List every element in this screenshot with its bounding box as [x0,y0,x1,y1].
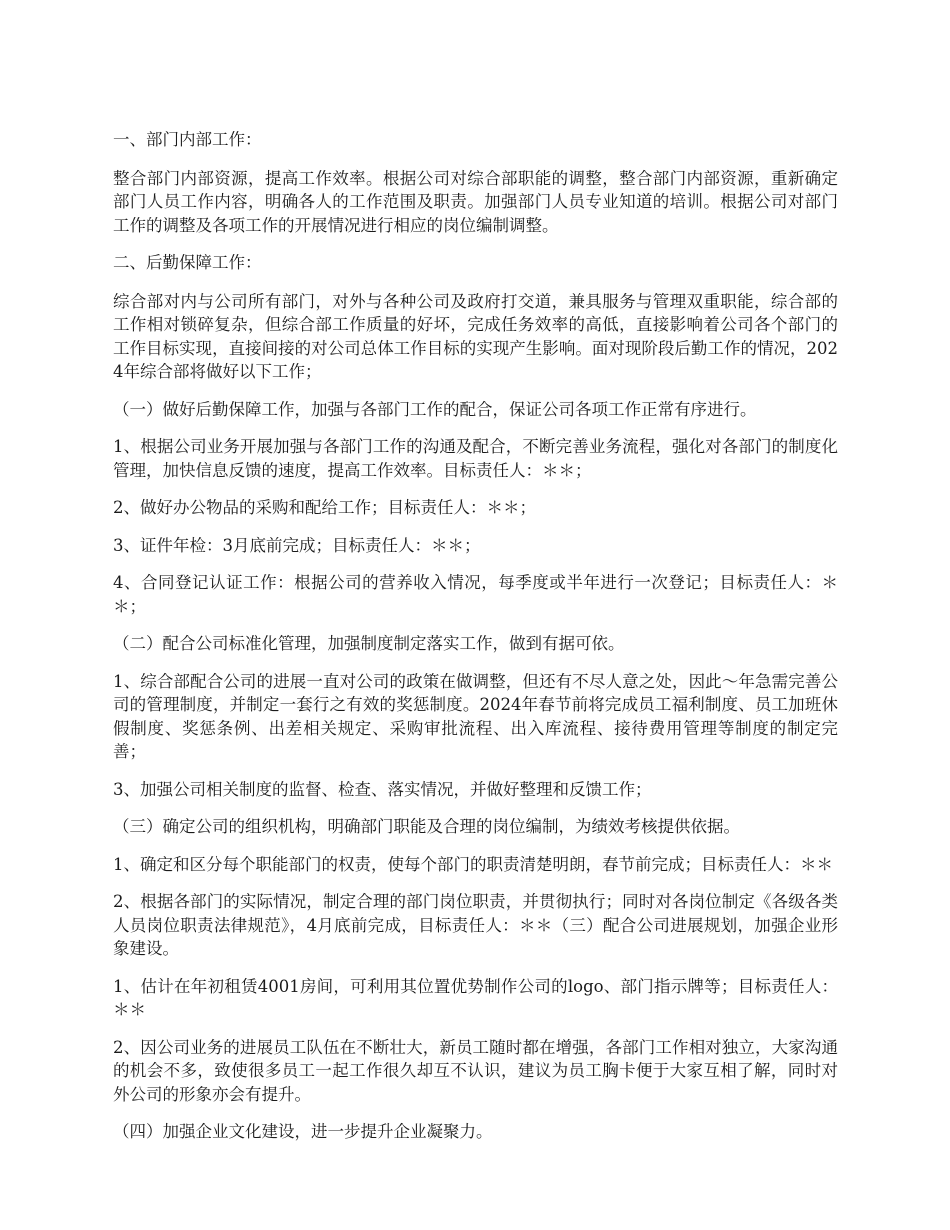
section-heading-logistics: 二、后勤保障工作： [113,253,262,272]
subheading-corporate-culture: （四）加强企业文化建设，进一步提升企业凝聚力。 [113,1122,493,1141]
list-item: 4、合同登记认证工作：根据公司的营养收入情况，每季度或半年进行一次登记；目标责任人：＊＊； [113,573,838,616]
list-item: 1、综合部配合公司的进展一直对公司的政策在做调整，但还有不尽人意之处，因此～年急需完善公司的管理制度，并制定一套行之有效的奖惩制度。2024年春节前将完成员工福利制度、员工加班休假制度、奖惩条例、出差相关规定、采购审批流程、出入库流程、接待费用管理等制度的制定完善； [113,671,838,761]
list-item: 3、加强公司相关制度的监督、检查、落实情况，并做好整理和反馈工作； [113,779,652,799]
list-item: 2、做好办公物品的采购和配给工作；目标责任人：＊＊； [113,498,536,517]
subheading-standardization: （二）配合公司标准化管理，加强制度制定落实工作，做到有据可依。 [113,634,625,653]
paragraph-logistics-intro: 综合部对内与公司所有部门，对外与各种公司及政府打交道，兼具服务与管理双重职能，综合部的工作相对锁碎复杂，但综合部工作质量的好坏，完成任务效率的高低，直接影响着公司各个部门的工作目标实现，直接间接的对公司总体工作目标的实现产生影响。面对现阶段后勤工作的情况，2024年综合部将做好以下工作； [113,291,838,381]
subheading-organization: （三）确定公司的组织机构，明确部门职能及合理的岗位编制，为绩效考核提供依据。 [113,817,740,836]
list-item: 1、确定和区分每个职能部门的权责，使每个部门的职责清楚明朗，春节前完成；目标责任人：＊＊ [113,854,833,874]
list-item: 2、根据各部门的实际情况，制定合理的部门岗位职责，并贯彻执行；同时对各岗位制定《各级各类人员岗位职责法律规范》，4月底前完成，目标责任人：＊＊（三）配合公司进展规划，加强企业形象建设。 [113,892,838,958]
section-heading-internal-work: 一、部门内部工作： [113,130,262,149]
list-item: 1、根据公司业务开展加强与各部门工作的沟通及配合，不断完善业务流程，强化对各部门的制度化管理，加快信息反馈的速度，提高工作效率。目标责任人：＊＊； [113,437,838,480]
list-item: 3、证件年检：3月底前完成；目标责任人：＊＊； [113,535,481,555]
subheading-logistics-support: （一）做好后勤保障工作，加强与各部门工作的配合，保证公司各项工作正常有序进行。 [113,399,757,419]
list-item: 1、估计在年初租赁4001房间，可利用其位置优势制作公司的logo、部门指示牌等；目标责任人：＊＊ [113,976,838,1019]
paragraph-internal-work: 整合部门内部资源，提高工作效率。根据公司对综合部职能的调整，整合部门内部资源，重新确定部门人员工作内容，明确各人的工作范围及职责。加强部门人员专业知道的培训。根据公司对部门工作的调整及各项工作的开展情况进行相应的岗位编制调整。 [113,168,838,235]
list-item: 2、因公司业务的进展员工队伍在不断壮大，新员工随时都在增强，各部门工作相对独立，大家沟通的机会不多，致使很多员工一起工作很久却互不认识，建议为员工胸卡便于大家互相了解，同时对外公司的形象亦会有提升。 [113,1037,838,1104]
